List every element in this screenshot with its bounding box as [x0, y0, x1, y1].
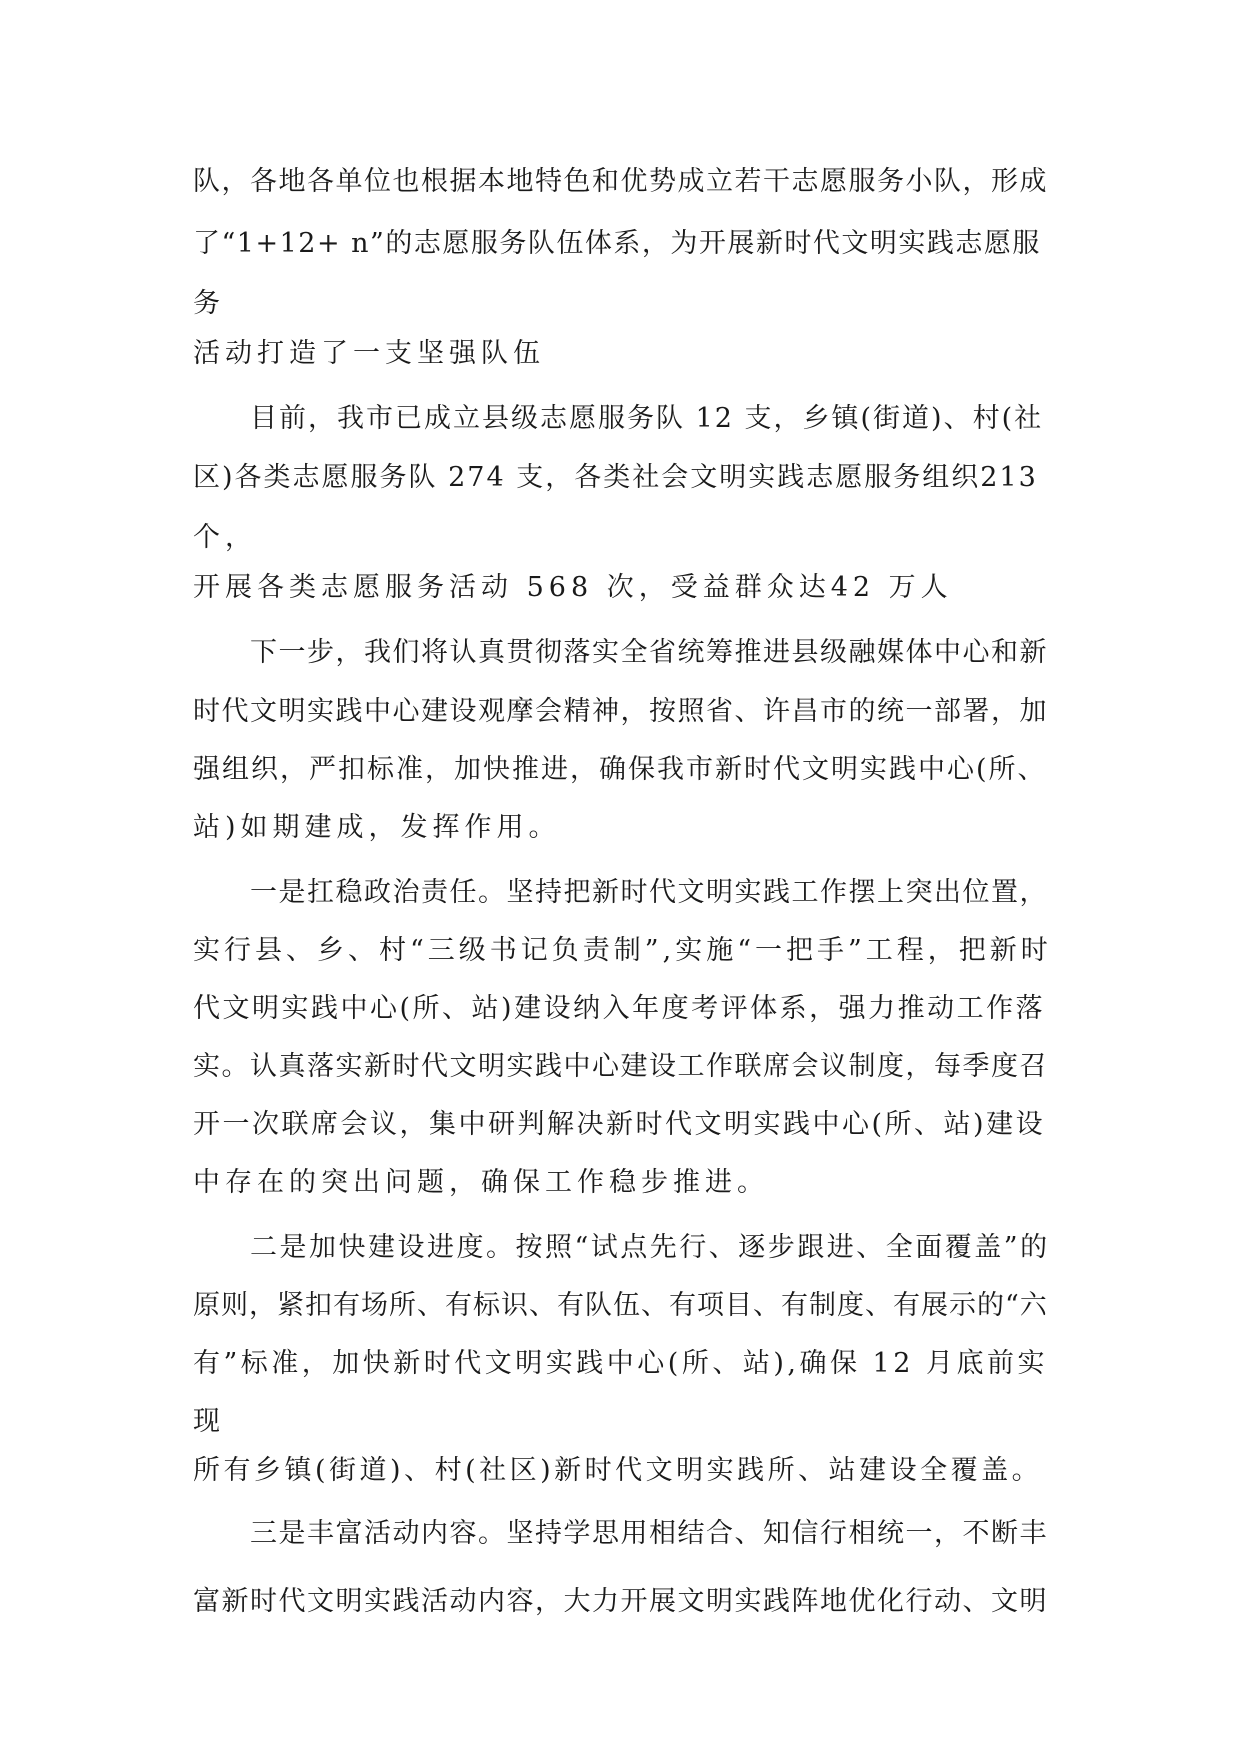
text-line: 站)如期建成，发挥作用。 — [193, 812, 561, 843]
text-line: 务 — [193, 288, 225, 319]
paragraph-first-line: 目前，我市已成立县级志愿服务队 12 支，乡镇(街道)、村(社 — [250, 403, 1044, 434]
text-line: 开一次联席会议，集中研判解决新时代文明实践中心(所、站)建设 — [193, 1109, 1046, 1140]
text-line: 富新时代文明实践活动内容，大力开展文明实践阵地优化行动、文明 — [193, 1586, 1048, 1617]
text-line: 区)各类志愿服务队 274 支，各类社会文明实践志愿服务组织213 — [193, 462, 1038, 493]
text-line: 时代文明实践中心建设观摩会精神，按照省、许昌市的统一部署，加 — [193, 696, 1048, 727]
text-line: 代文明实践中心(所、站)建设纳入年度考评体系，强力推动工作落 — [193, 993, 1046, 1024]
text-line: 队，各地各单位也根据本地特色和优势成立若干志愿服务小队，形成 — [193, 166, 1048, 197]
text-line: 开展各类志愿服务活动 568 次，受益群众达42 万人 — [193, 572, 953, 603]
text-line: 现 — [193, 1406, 225, 1437]
text-line: 活动打造了一支坚强队伍 — [193, 338, 545, 369]
paragraph-first-line: 一是扛稳政治责任。坚持把新时代文明实践工作摆上突出位置， — [250, 877, 1048, 908]
paragraph-first-line: 下一步，我们将认真贯彻落实全省统筹推进县级融媒体中心和新 — [250, 637, 1048, 668]
paragraph-first-line: 三是丰富活动内容。坚持学思用相结合、知信行相统一，不断丰 — [250, 1518, 1048, 1549]
text-line: 中存在的突出问题，确保工作稳步推进。 — [193, 1167, 769, 1198]
text-line: 实。认真落实新时代文明实践中心建设工作联席会议制度，每季度召 — [193, 1051, 1048, 1082]
text-line: 实行县、乡、村“三级书记负责制”,实施“一把手”工程，把新时 — [193, 935, 1052, 966]
text-line: 强组织，严扣标准，加快推进，确保我市新时代文明实践中心(所、 — [193, 754, 1047, 785]
text-line: 所有乡镇(街道)、村(社区)新时代文明实践所、站建设全覆盖。 — [193, 1455, 1043, 1486]
paragraph-first-line: 二是加快建设进度。按照“试点先行、逐步跟进、全面覆盖”的 — [250, 1232, 1050, 1263]
text-line: 原则，紧扣有场所、有标识、有队伍、有项目、有制度、有展示的“六 — [193, 1290, 1048, 1321]
text-line: 了“1+12+ n”的志愿服务队伍体系，为开展新时代文明实践志愿服 — [193, 228, 1041, 259]
text-line: 有”标准，加快新时代文明实践中心(所、站),确保 12 月底前实 — [193, 1348, 1048, 1379]
text-line: 个， — [193, 522, 257, 553]
